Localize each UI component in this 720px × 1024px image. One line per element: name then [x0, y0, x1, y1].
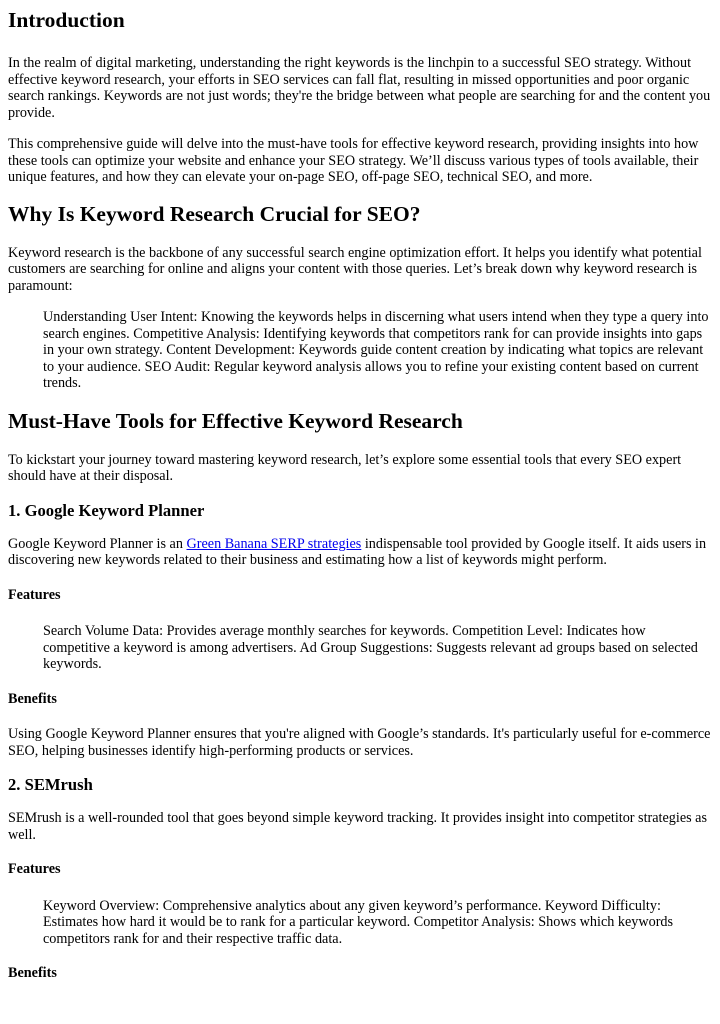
gkp-features-heading: Features [8, 586, 61, 603]
gkp-features-blockquote: Search Volume Data: Provides average monthly searches for keywords. Competition Level: Indicates how competitive a keyword is among advertisers. Ad Group Suggestions: Suggests relevant ad groups based on selected keywords. [43, 623, 698, 672]
gkp-text-before-link: Google Keyword Planner is an [8, 535, 187, 552]
why-keyword-research-heading: Why Is Keyword Research Crucial for SEO? [8, 201, 421, 226]
why-keyword-research-blockquote: Understanding User Intent: Knowing the keywords helps in discerning what users intend when they type a query into search engines. Competitive Analysis: Identifying keywords that competitors rank for can provide insights into gaps in your own strategy. Content Development: Keywords guide content creation by indicating what topics are relevant to your audience. SEO Audit: Regular keyword analysis allows you to refine your existing content based on current trends. [43, 309, 709, 391]
article [0, 7, 720, 982]
must-have-tools-heading: Must-Have Tools for Effective Keyword Research [8, 408, 463, 433]
introduction-heading: Introduction [8, 8, 125, 32]
green-banana-serp-strategies-link[interactable]: Green Banana SERP strategies [186, 535, 362, 552]
semrush-benefits-heading: Benefits [8, 965, 57, 981]
gkp-benefits-paragraph: Using Google Keyword Planner ensures that you're aligned with Google’s standards. It's particularly useful for e-commerce SEO, helping businesses identify high-performing products or services. [8, 726, 711, 759]
must-have-tools-paragraph: To kickstart your journey toward mastering keyword research, let’s explore some essential tools that every SEO expert should have at their disposal. [8, 451, 682, 484]
semrush-paragraph: SEMrush is a well-rounded tool that goes beyond simple keyword tracking. It provides insight into competitor strategies as well. [8, 810, 708, 843]
google-keyword-planner-paragraph [8, 536, 712, 569]
introduction-paragraph-1: In the realm of digital marketing, understanding the right keywords is the linchpin to a successful SEO strategy. Without effective keyword research, your efforts in SEO services can fall flat, resulting in missed opportunities and poor organic search rankings. Keywords are not just words; they're the bridge between what people are searching for and the content you provide. [8, 55, 711, 121]
gkp-text-after-link: indispensable tool provided by Google itself. It aids users in discovering new keywords related to their business and estimating how a list of keywords might perform. [8, 535, 707, 568]
why-keyword-research-paragraph: Keyword research is the backbone of any successful search engine optimization effort. It helps you identify what potential customers are searching for online and aligns your content with those queries. Let’s break down why keyword research is paramount: [8, 244, 702, 294]
google-keyword-planner-heading: 1. Google Keyword Planner [8, 500, 205, 520]
semrush-features-blockquote: Keyword Overview: Comprehensive analytics about any given keyword’s performance. Keyword Difficulty: Estimates how hard it would be to rank for a particular keyword. Competitor Analysis: Shows which keywords competitors rank for and their respective traffic data. [43, 897, 674, 947]
introduction-paragraph-2: This comprehensive guide will delve into the must-have tools for effective keyword research, providing insights into how these tools can optimize your website and enhance your SEO strategy. We’ll discuss various types of tools available, their unique features, and how they can elevate your on-page SEO, off-page SEO, technical SEO, and more. [8, 136, 699, 185]
semrush-features-heading: Features [8, 861, 61, 877]
semrush-heading: 2. SEMrush [8, 775, 93, 794]
gkp-benefits-heading: Benefits [8, 690, 57, 707]
